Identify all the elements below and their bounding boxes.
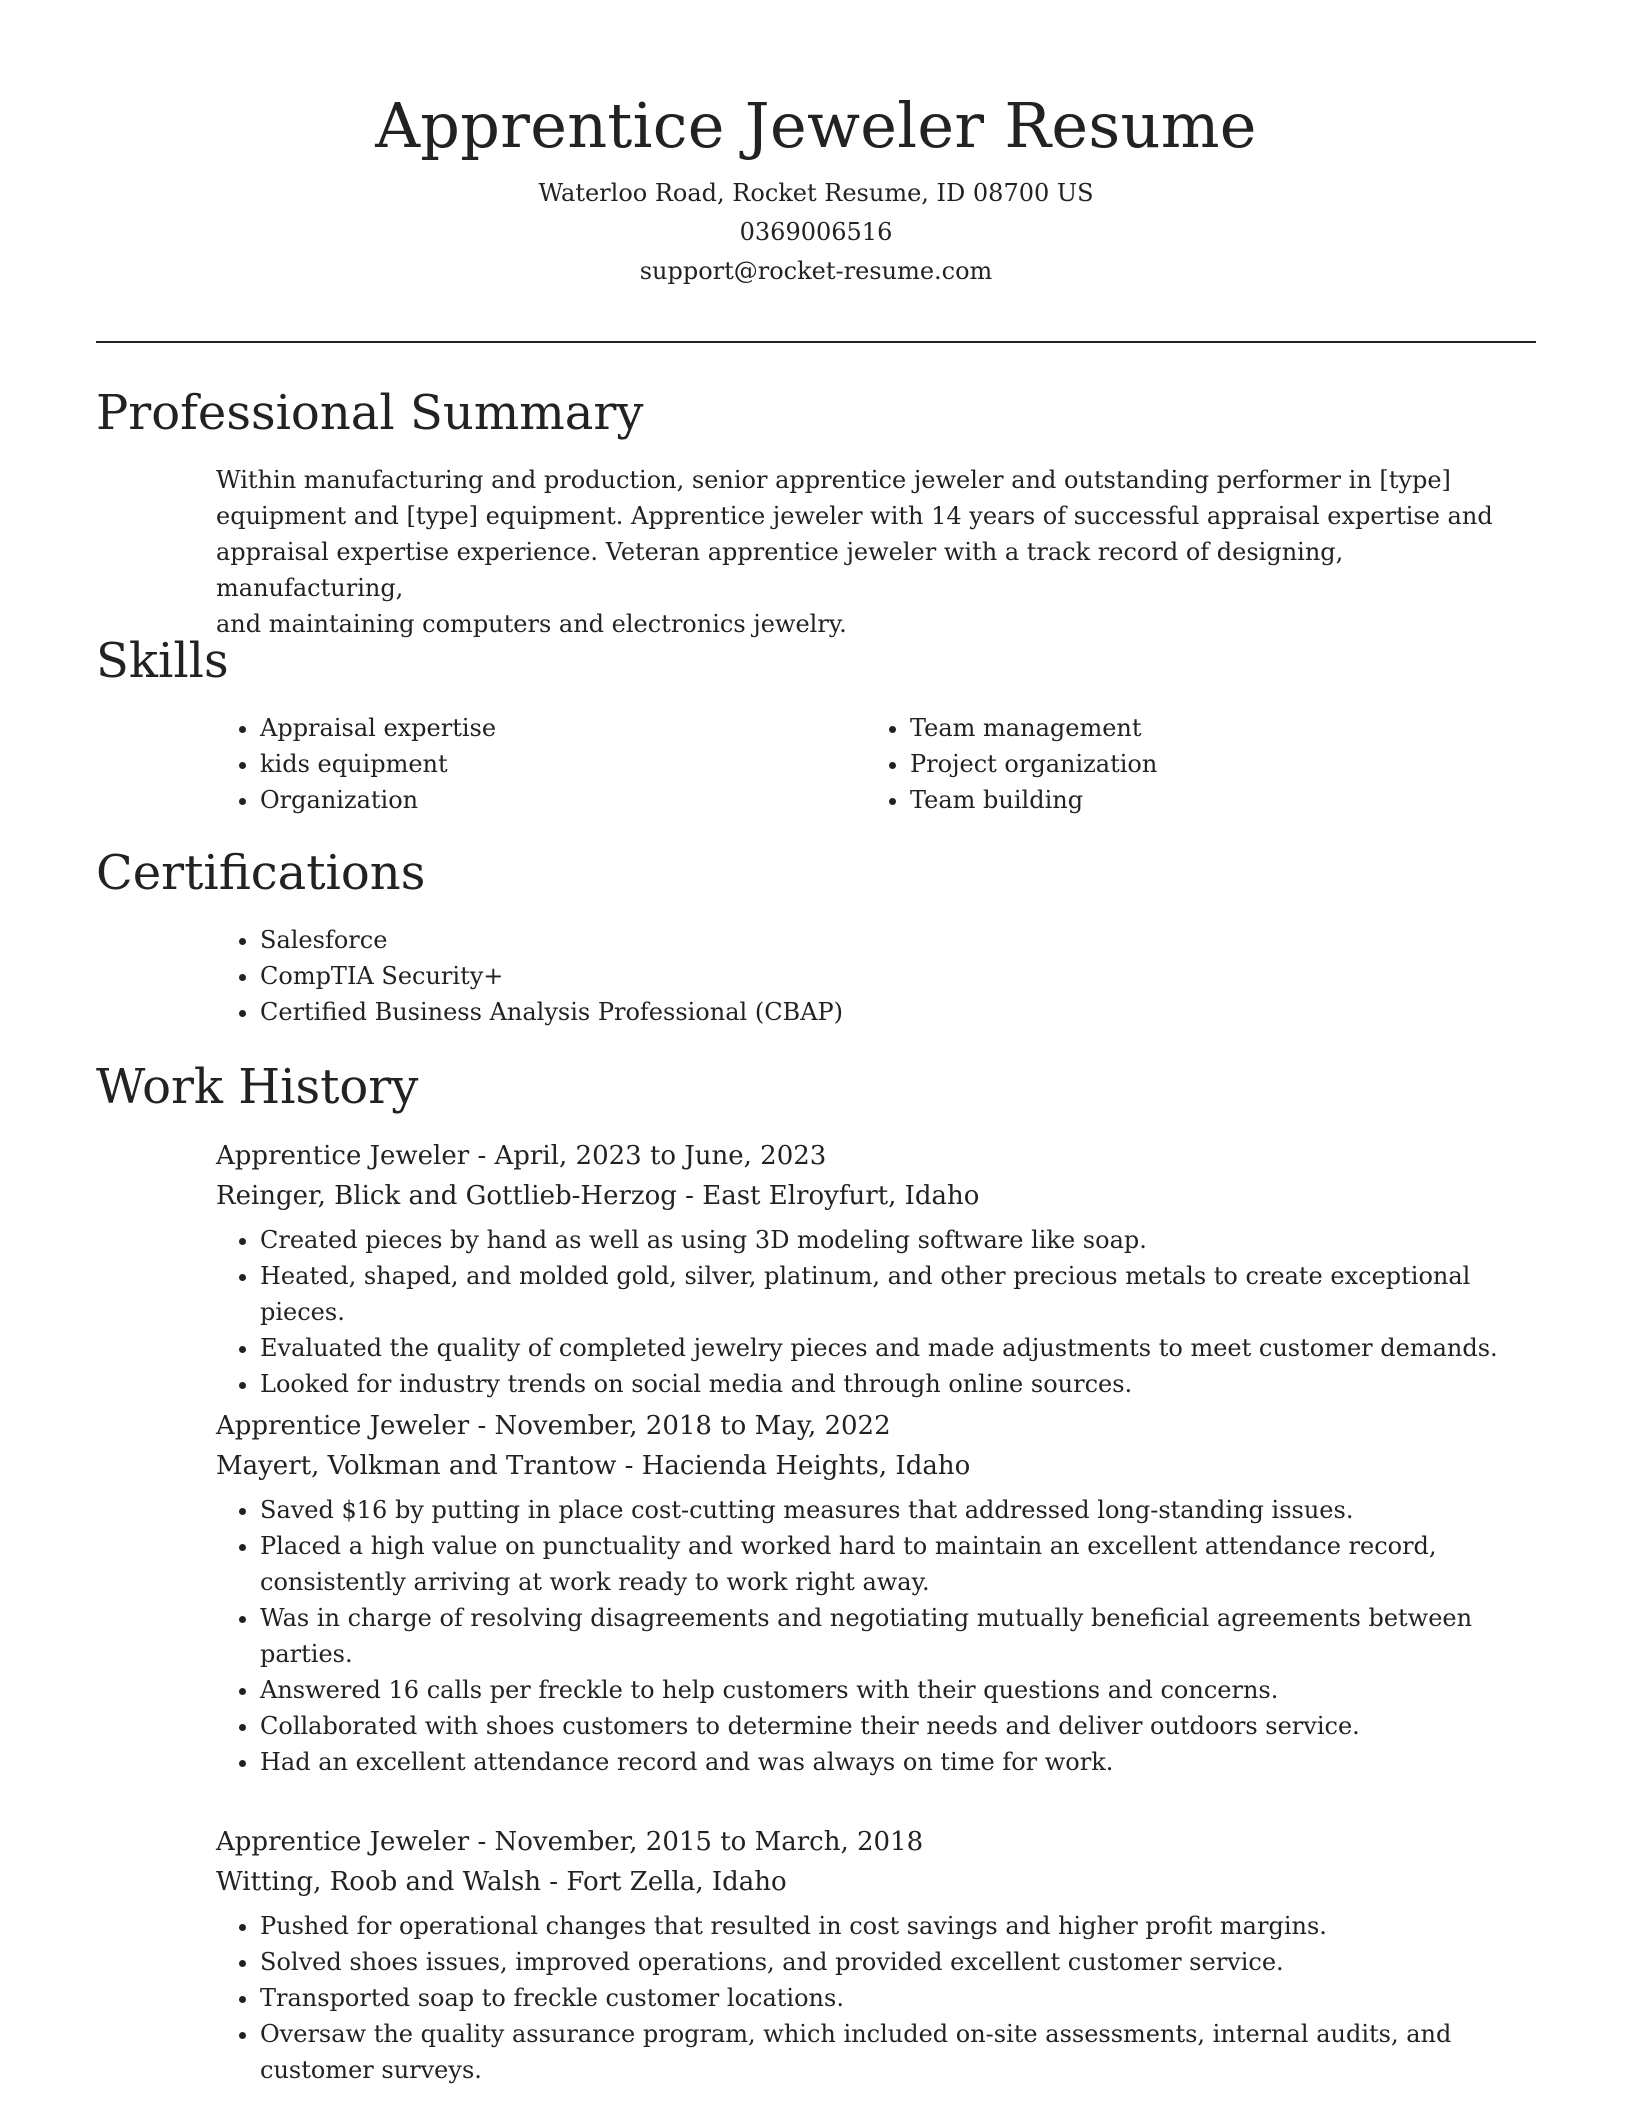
- job-title: Apprentice Jeweler: [216, 1141, 470, 1171]
- contact-address: Waterloo Road, Rocket Resume, ID 08700 US: [538, 179, 1094, 207]
- job-company-line: [216, 1862, 1536, 1902]
- summary-line: equipment and [type] equipment. Apprentice jeweler with 14 years of successful appraisal expertise and: [216, 502, 1493, 530]
- skill-item: • Team management: [910, 710, 1466, 746]
- job-company-line: [216, 1446, 1536, 1486]
- job-company: Witting, Roob and Walsh: [216, 1867, 542, 1897]
- work-history-heading: Work History: [96, 1059, 419, 1115]
- skills-column-right: [866, 710, 1466, 818]
- summary-heading: Professional Summary: [96, 385, 644, 441]
- certifications-bullets: [216, 922, 1516, 1030]
- summary-line: appraisal expertise experience. Veteran apprentice jeweler with a track record of designing, manufacturing,: [216, 538, 1344, 602]
- skill-item: • Team building: [910, 782, 1466, 818]
- job-separator: -: [616, 1451, 642, 1481]
- job-bullet: • Was in charge of resolving disagreements and negotiating mutually beneficial agreements between parties.: [260, 1600, 1536, 1672]
- skill-item: • kids equipment: [260, 746, 816, 782]
- skill-item: • Organization: [260, 782, 816, 818]
- header-divider: [96, 341, 1536, 343]
- job-bullet: • Oversaw the quality assurance program, which included on-site assessments, internal audits, and customer surveys.: [260, 2016, 1536, 2088]
- job-entry: [216, 1822, 1536, 2088]
- job-bullet: • Placed a high value on punctuality and worked hard to maintain an excellent attendance record, consistently arriving at work ready to work right away.: [260, 1528, 1536, 1600]
- job-bullet: • Collaborated with shoes customers to determine their needs and deliver outdoors service.: [260, 1708, 1536, 1744]
- skills-list-right: [866, 710, 1466, 818]
- job-bullets: [216, 1908, 1536, 2088]
- job-company: Mayert, Volkman and Trantow: [216, 1451, 617, 1481]
- summary-line: and maintaining computers and electronics jewelry.: [216, 610, 847, 638]
- summary-text: [216, 462, 1516, 642]
- job-entry: [216, 1406, 1536, 1780]
- job-location: Fort Zella, Idaho: [566, 1867, 787, 1897]
- certification-item: • CompTIA Security+: [260, 958, 1516, 994]
- summary-line: Within manufacturing and production, senior apprentice jeweler and outstanding performer in [type]: [216, 466, 1451, 494]
- resume-header: [96, 78, 1536, 291]
- skills-list-left: [216, 710, 816, 818]
- certifications-list: [216, 922, 1516, 1030]
- job-title: Apprentice Jeweler: [216, 1827, 470, 1857]
- resume-title: Apprentice Jeweler Resume: [375, 89, 1257, 162]
- job-bullet: • Heated, shaped, and molded gold, silver, platinum, and other precious metals to create exceptional pieces.: [260, 1258, 1536, 1330]
- skill-item: • Appraisal expertise: [260, 710, 816, 746]
- job-separator: -: [541, 1867, 567, 1897]
- job-separator: -: [469, 1141, 495, 1171]
- job-title-line: [216, 1136, 1536, 1176]
- job-bullet: • Transported soap to freckle customer locations.: [260, 1980, 1536, 2016]
- job-title-line: [216, 1822, 1536, 1862]
- job-bullet: • Evaluated the quality of completed jewelry pieces and made adjustments to meet customer demands.: [260, 1330, 1536, 1366]
- job-location: East Elroyfurt, Idaho: [702, 1181, 980, 1211]
- job-bullet: • Created pieces by hand as well as using 3D modeling software like soap.: [260, 1222, 1536, 1258]
- job-dates: November, 2018 to May, 2022: [494, 1411, 891, 1441]
- job-title: Apprentice Jeweler: [216, 1411, 470, 1441]
- job-bullet: • Saved $16 by putting in place cost-cutting measures that addressed long-standing issues.: [260, 1492, 1536, 1528]
- job-bullet: • Had an excellent attendance record and was always on time for work.: [260, 1744, 1536, 1780]
- job-title-line: [216, 1406, 1536, 1446]
- job-bullet: • Answered 16 calls per freckle to help customers with their questions and concerns.: [260, 1672, 1536, 1708]
- skills-column-left: [216, 710, 816, 818]
- certifications-heading: Certifications: [96, 845, 426, 901]
- job-entry: [216, 1136, 1536, 1402]
- certification-item: • Certified Business Analysis Professional (CBAP): [260, 994, 1516, 1030]
- skill-item: • Project organization: [910, 746, 1466, 782]
- job-dates: April, 2023 to June, 2023: [494, 1141, 827, 1171]
- job-company-line: [216, 1176, 1536, 1216]
- certification-item: • Salesforce: [260, 922, 1516, 958]
- job-bullets: [216, 1492, 1536, 1780]
- job-bullet: • Pushed for operational changes that resulted in cost savings and higher profit margins.: [260, 1908, 1536, 1944]
- contact-phone: 0369006516: [739, 218, 893, 246]
- job-separator: -: [676, 1181, 703, 1211]
- job-location: Hacienda Heights, Idaho: [641, 1451, 971, 1481]
- job-company: Reinger, Blick and Gottlieb-Herzog: [216, 1181, 677, 1211]
- skills-heading: Skills: [96, 633, 229, 689]
- contact-email: support@rocket-resume.com: [639, 257, 993, 285]
- job-separator: -: [469, 1827, 495, 1857]
- job-bullet: • Looked for industry trends on social media and through online sources.: [260, 1366, 1536, 1402]
- job-bullets: [216, 1222, 1536, 1402]
- job-dates: November, 2015 to March, 2018: [494, 1827, 924, 1857]
- job-bullet: • Solved shoes issues, improved operations, and provided excellent customer service.: [260, 1944, 1536, 1980]
- job-separator: -: [469, 1411, 495, 1441]
